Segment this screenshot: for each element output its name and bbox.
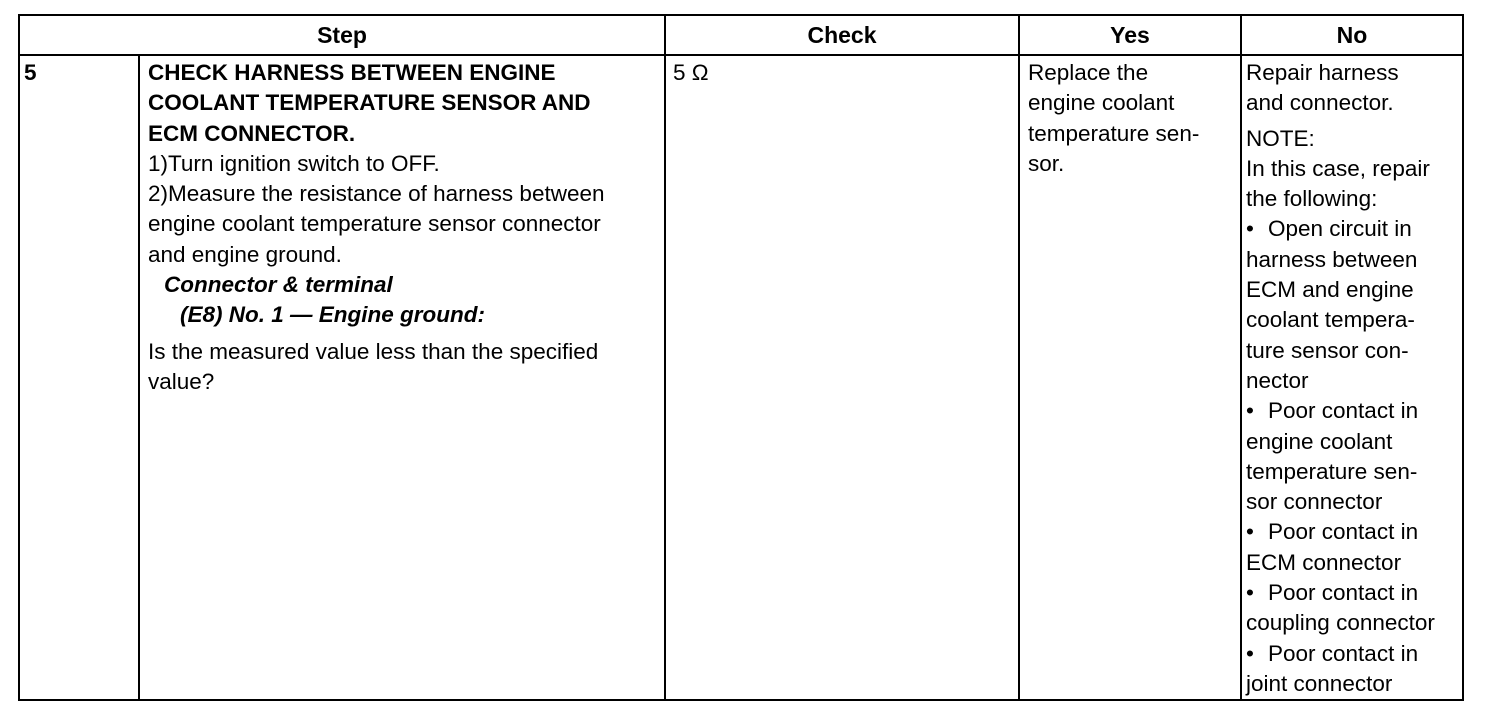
bullet-item xyxy=(1246,396,1460,517)
yes-line: temperature sen- xyxy=(1028,120,1200,146)
question-line: value? xyxy=(148,368,215,394)
bullet-line: Poor contact in xyxy=(1268,640,1419,666)
header-no: No xyxy=(1241,15,1463,55)
question-line: Is the measured value less than the specified xyxy=(148,338,599,364)
bullet-icon: • xyxy=(1246,398,1254,424)
bullet-icon: • xyxy=(1246,519,1254,545)
no-intro-line: Repair harness xyxy=(1246,60,1399,85)
step-cell xyxy=(139,55,665,700)
yes-line: sor. xyxy=(1028,150,1065,176)
connector-label: Connector & terminal xyxy=(164,272,393,298)
step-instruction-line: engine coolant temperature sensor connector xyxy=(148,211,601,237)
bullet-icon: • xyxy=(1246,216,1254,242)
bullet-line: ture sensor con- xyxy=(1246,337,1409,363)
bullet-line: temperature sen- xyxy=(1246,458,1418,484)
bullet-icon: • xyxy=(1246,580,1254,606)
bullet-line: coolant tempera- xyxy=(1246,307,1415,333)
step-title-line: COOLANT TEMPERATURE SENSOR AND xyxy=(148,90,591,116)
bullet-item xyxy=(1246,578,1460,639)
bullet-line: nector xyxy=(1246,367,1309,393)
bullet-line: Poor contact in xyxy=(1268,519,1419,545)
diagnostic-table xyxy=(18,14,1464,701)
yes-cell xyxy=(1019,55,1241,700)
bullet-line: coupling connector xyxy=(1246,610,1435,636)
connector-value: (E8) No. 1 — Engine ground: xyxy=(180,302,485,328)
bullet-line: Poor contact in xyxy=(1268,580,1419,606)
step-instruction-line: 2)Measure the resistance of harness between xyxy=(148,181,605,207)
step-instruction-line: and engine ground. xyxy=(148,241,342,267)
bullet-line: harness between xyxy=(1246,246,1418,272)
bullet-item xyxy=(1246,214,1460,396)
step-number: 5 xyxy=(19,55,139,700)
note-line: the following: xyxy=(1246,186,1378,212)
check-cell: 5 Ω xyxy=(665,55,1019,700)
step-title-line: CHECK HARNESS BETWEEN ENGINE xyxy=(148,60,556,85)
bullet-icon: • xyxy=(1246,640,1254,666)
header-check: Check xyxy=(665,15,1019,55)
step-title-line: ECM CONNECTOR. xyxy=(148,120,356,146)
bullet-line: sor connector xyxy=(1246,489,1383,515)
note-label: NOTE: xyxy=(1246,125,1315,151)
header-step: Step xyxy=(19,15,665,55)
bullet-line: Poor contact in xyxy=(1268,398,1419,424)
note-line: In this case, repair xyxy=(1246,155,1430,181)
bullet-item xyxy=(1246,517,1460,578)
header-row xyxy=(19,15,1463,55)
bullet-line: ECM connector xyxy=(1246,549,1402,575)
yes-line: Replace the xyxy=(1028,60,1149,85)
table-row xyxy=(19,55,1463,700)
bullet-item xyxy=(1246,639,1460,700)
header-yes: Yes xyxy=(1019,15,1241,55)
yes-line: engine coolant xyxy=(1028,90,1175,116)
no-cell xyxy=(1241,55,1463,700)
step-instruction-line: 1)Turn ignition switch to OFF. xyxy=(148,150,440,176)
bullet-line: Open circuit in xyxy=(1268,216,1412,242)
bullet-line: joint connector xyxy=(1246,670,1393,696)
bullet-line: ECM and engine xyxy=(1246,277,1414,303)
no-intro-line: and connector. xyxy=(1246,90,1394,116)
bullet-line: engine coolant xyxy=(1246,428,1393,454)
